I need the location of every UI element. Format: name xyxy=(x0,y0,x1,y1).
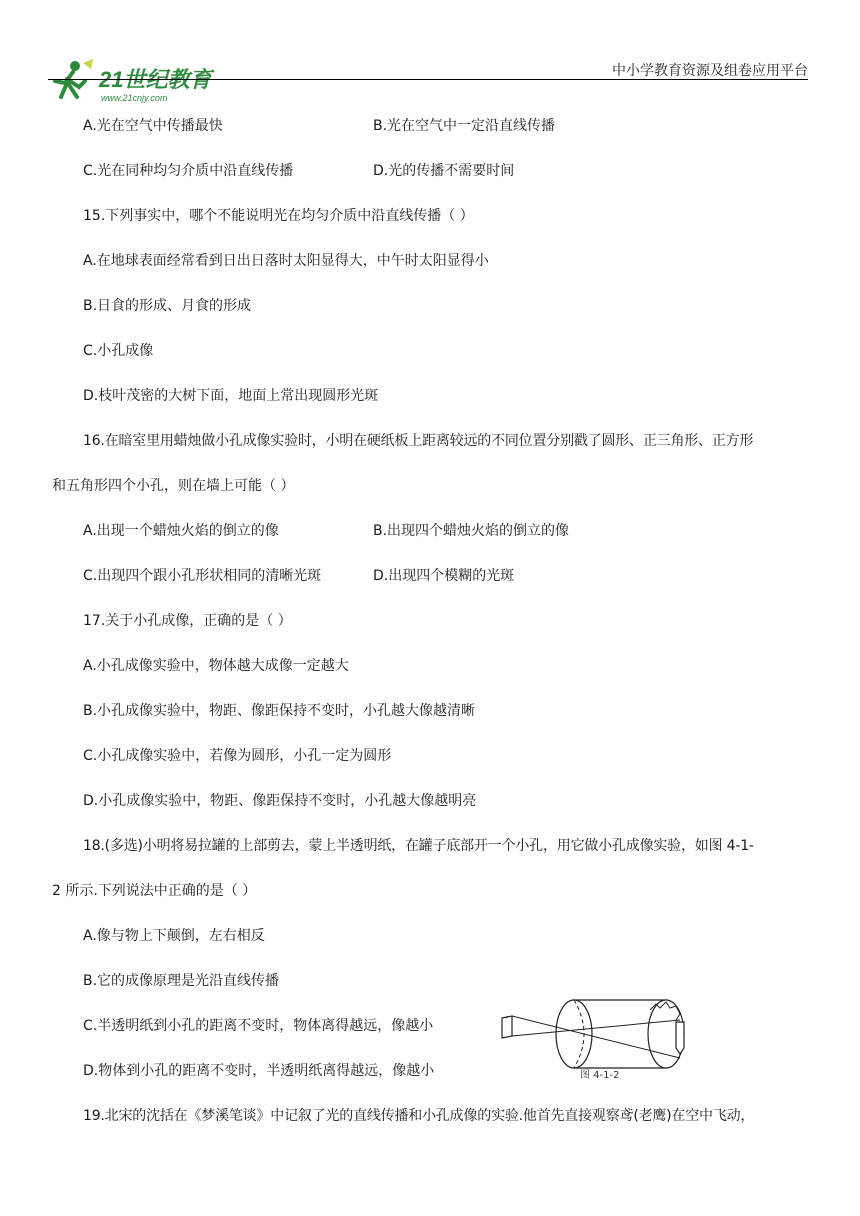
can-body xyxy=(556,1000,684,1068)
logo-text: 21世纪教育 xyxy=(99,67,212,92)
q19-stem-line-1: 19.北宋的沈括在《梦溪笔谈》中记叙了光的直线传播和小孔成像的实验.他首先直接观察鸢(老鹰)在空中飞动， xyxy=(83,1108,755,1124)
q16-stem-line-1: 16.在暗室里用蜡烛做小孔成像实验时，小明在硬纸板上距离较远的不同位置分别戳了圆形、正三角形、正方形 xyxy=(83,433,754,449)
q15-option-c: C.小孔成像 xyxy=(83,343,154,359)
q16-stem-line-2: 和五角形四个小孔，则在墙上可能（ ） xyxy=(52,478,295,494)
q16-option-b: B.出现四个蜡烛火焰的倒立的像 xyxy=(373,523,570,539)
q18-option-b: B.它的成像原理是光沿直线传播 xyxy=(83,973,280,989)
q16-option-c: C.出现四个跟小孔形状相同的清晰光斑 xyxy=(83,568,322,584)
q17-option-d: D.小孔成像实验中，物距、像距保持不变时，小孔越大像越明亮 xyxy=(83,793,477,809)
inverted-image xyxy=(676,1022,684,1054)
q15-option-a: A.在地球表面经常看到日出日落时太阳显得大，中午时太阳显得小 xyxy=(83,253,489,269)
runner-icon xyxy=(55,59,93,97)
logo-url: www.21cnjy.com xyxy=(101,93,168,103)
q17-stem: 17.关于小孔成像，正确的是（ ） xyxy=(83,613,292,629)
q18-stem-line-1: 18.(多选)小明将易拉罐的上部剪去，蒙上半透明纸，在罐子底部开一个小孔，用它做小孔成像实验，如图 4-1- xyxy=(83,838,754,854)
q17-option-c: C.小孔成像实验中，若像为圆形，小孔一定为圆形 xyxy=(83,748,392,764)
q15-stem: 15.下列事实中，哪个不能说明光在均匀介质中沿直线传播（ ） xyxy=(83,208,474,224)
q15-option-d: D.枝叶茂密的大树下面，地面上常出现圆形光斑 xyxy=(83,388,379,404)
header-divider xyxy=(48,79,808,80)
object-candle xyxy=(502,1016,512,1038)
q15-option-b: B.日食的形成、月食的形成 xyxy=(83,298,252,314)
q16-option-a: A.出现一个蜡烛火焰的倒立的像 xyxy=(83,523,279,539)
q14-option-c: C.光在同种均匀介质中沿直线传播 xyxy=(83,163,294,179)
figure-caption: 图 4-1-2 xyxy=(580,1070,620,1081)
q16-option-d: D.出现四个模糊的光斑 xyxy=(373,568,515,584)
q17-option-b: B.小孔成像实验中，物距、像距保持不变时，小孔越大像越清晰 xyxy=(83,703,476,719)
q18-option-a: A.像与物上下颠倒，左右相反 xyxy=(83,928,265,944)
q14-option-b: B.光在空气中一定沿直线传播 xyxy=(373,118,556,134)
q18-option-d: D.物体到小孔的距离不变时，半透明纸离得越远，像越小 xyxy=(83,1063,435,1079)
logo xyxy=(45,57,215,105)
platform-name: 中小学教育资源及组卷应用平台 xyxy=(612,63,808,79)
q17-option-a: A.小孔成像实验中，物体越大成像一定越大 xyxy=(83,658,349,674)
q18-stem-line-2: 2 所示.下列说法中正确的是（ ） xyxy=(52,883,257,899)
q14-option-a: A.光在空气中传播最快 xyxy=(83,118,223,134)
q18-option-c: C.半透明纸到小孔的距离不变时，物体离得越远，像越小 xyxy=(83,1018,434,1034)
q14-option-d: D.光的传播不需要时间 xyxy=(373,163,515,179)
